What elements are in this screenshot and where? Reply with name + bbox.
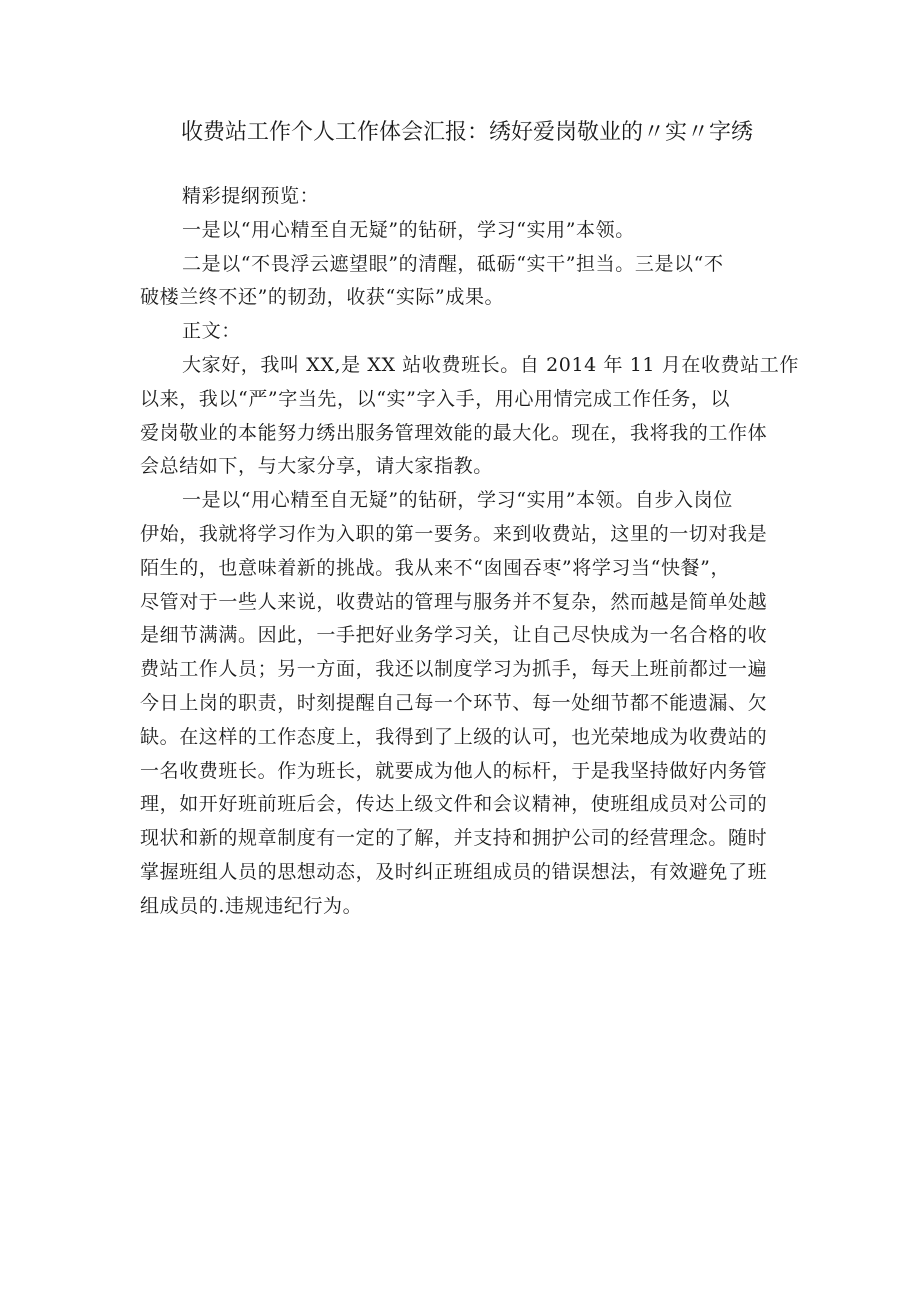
paragraph-2-line: 缺。在这样的工作态度上，我得到了上级的认可，也光荣地成为收费站的 (140, 725, 768, 748)
outline-item-2-line-1: 二是以“不畏浮云遮望眼”的清醒，砥砺“实干”担当。三是以“不 (182, 252, 724, 275)
paragraph-2-line: 今日上岗的职责，时刻提醒自己每一个环节、每一处细节都不能遗漏、欠 (140, 691, 768, 714)
outline-item-2-line-2: 破楼兰终不还”的韧劲，收获“实际”成果。 (140, 286, 505, 309)
document-title: 收费站工作个人工作体会汇报：绣好爱岗敬业的〃实〃字绣 (181, 120, 754, 145)
paragraph-2-line: 一名收费班长。作为班长，就要成为他人的标杆，于是我坚持做好内务管 (140, 759, 768, 782)
paragraph-2-line: 是细节满满。因此，一手把好业务学习关，让自己尽快成为一名合格的收 (140, 624, 768, 647)
document-body (140, 180, 799, 924)
paragraph-2-line: 现状和新的规章制度有一定的了解，并支持和拥护公司的经营理念。随时 (140, 827, 768, 850)
paragraph-2-line: 掌握班组人员的思想动态，及时纠正班组成员的错误想法，有效避免了班 (140, 860, 768, 883)
main-heading: 正文： (182, 320, 241, 343)
paragraph-1-line: 大家好，我叫 XX,是 XX 站收费班长。自 2014 年 11 月在收费站工作 (182, 353, 799, 376)
paragraph-2-line: 尽管对于一些人来说，收费站的管理与服务并不复杂，然而越是简单处越 (140, 590, 768, 613)
outline-heading: 精彩提纲预览： (182, 185, 320, 207)
paragraph-2-line: 陌生的，也意味着新的挑战。我从来不“囱囤吞枣”将学习当“快餐”， (140, 556, 731, 579)
outline-item-1: 一是以“用心精至自无疑”的钻研，学习“实用”本领。 (182, 218, 635, 241)
paragraph-2-line: 理，如开好班前班后会，传达上级文件和会议精神，使班组成员对公司的 (140, 793, 768, 816)
paragraph-2-line: 伊始，我就将学习作为入职的第一要务。来到收费站，这里的一切对我是 (140, 522, 768, 545)
paragraph-1-line: 会总结如下，与大家分享，请大家指教。 (140, 455, 493, 478)
paragraph-1-line: 爱岗敬业的本能努力绣出服务管理效能的最大化。现在，我将我的工作体 (140, 421, 768, 444)
paragraph-2-line: 组成员的.违规违纪行为。 (140, 894, 363, 917)
paragraph-2-line: 一是以“用心精至自无疑”的钻研，学习“实用”本领。自步入岗位 (182, 489, 733, 512)
paragraph-1-line: 以来，我以“严”字当先，以“实”字入手，用心用情完成工作任务，以 (140, 387, 731, 410)
paragraph-2-line: 费站工作人员；另一方面，我还以制度学习为抓手，每天上班前都过一遍 (140, 658, 768, 681)
